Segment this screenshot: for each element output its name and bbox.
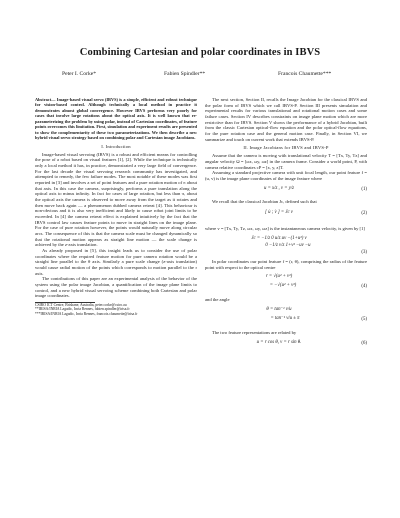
velocity-definition-paragraph: where v = [Tx, Ty, Tz, ωx, ωy, ωz] is the instantaneous camera velocity, is given by [1] <box>205 226 365 232</box>
equation-2 <box>205 206 367 224</box>
intro-paragraph-2: As already proposed in [5], this insight leads us to consider the use of polar coordinates where the required feature motion for pure camera rotation would be a straight line parallel to the θ axis. Similarly a pure scale change (z-axis translation) would cause radial motion of the points which corresponds to motion parallel to the r axis. <box>35 247 197 276</box>
equation-3-row-2: 0 −1/z v/z 1+v² −uv −u <box>265 243 311 248</box>
equation-5-row-2: = tan⁻¹ v/u ± π <box>270 315 300 321</box>
equation-5-number: (5) <box>361 316 367 322</box>
intro-paragraph-1: Image-based visual servoing (IBVS) is a robust and efficient means for controlling the pose of a robot based on visual features [1], [2]. While the technique is technically only a local method it has, in practice, demonstrated a very large field of convergence. For the last decade the visual servoing research community has investigated, and attempted to remedy, the few failure modes. The most notable of these modes was first reported in [3] and involves a set of point features and a pure rotation motion of π about that axis. In this case the camera, surprisingly, performs a pure translation along the optical axis to minus infinity. In fact for cases of large rotation, but less than π, about the optical axis the camera is observed to move away from the target as it rotates and then move back again — a phenomenon dubbed camera retreat [4]. This behaviour is non-obvious and it is also very inefficient and likely to cause robot joint limits to be exceeded. In [4] the camera retreat effect is explained intuitively by the fact that the IBVS control law causes feature points to move in straight lines on the image plane. For the case of pure rotation however, the points would naturally move along circular arcs. The consequence of this is that the camera scale must be changed dynamically so that the rotational motion appears as straight line motion — the scale change is achieved by the z-axis translation. <box>35 151 197 248</box>
equation-4-row-2: = −√(u² + v²) <box>269 283 297 289</box>
equation-6-body: u = r cos θ, v = r sin θ. <box>256 339 302 345</box>
author-list <box>0 71 400 81</box>
equation-3 <box>205 234 367 257</box>
section-heading-introduction: I. Introduction <box>101 143 131 149</box>
polar-paragraph: In polar coordinates our point feature f = (r, θ), comprising the radius of the feature point with respect to the optical centre <box>205 259 367 270</box>
author-spindler: Fabien Spindler** <box>164 71 206 77</box>
author-corke: Peter I. Corke* <box>62 71 97 77</box>
author-chaumette: Francois Chaumette*** <box>278 71 332 77</box>
equation-4 <box>205 272 367 295</box>
equation-1 <box>205 184 367 197</box>
equation-1-number: (1) <box>361 186 367 192</box>
outline-paragraph: The next section, Section II, recalls the Image Jacobian for the classical IBVS and the polar form of IBVS which we call IBVS-P. Section III presents simulation and experimental results for various translational and rotational motion cases and some failure cases. Section IV describes constraints on image plane motion which are more restrictive than for IBVS. Section V shows the performance of a hybrid Jacobian, built from the classic Cartesian optical-flow equation and the polar optical-flow equations, for the pure rotation case and the general motion case. Finally, in Section VI, we summarize and touch on current work that extends IBVS-P. <box>205 97 367 142</box>
angle-paragraph: and the angle <box>205 297 230 303</box>
equation-3-row-1: Jc = −1/z 0 u/z uv −(1+u²) v <box>251 236 307 241</box>
relation-paragraph: The two feature representations are related by <box>212 329 297 335</box>
right-column <box>205 97 367 353</box>
footnote-spindler: **IRISA/INRIA Lagadic, Inria Rennes, fabien.spindler@irisa.fr <box>35 307 130 312</box>
equation-3-number: (3) <box>361 250 367 255</box>
footnote-chaumette: ***IRISA/INRIA Lagadic, Inria Rennes, francois.chaumette@irisa.fr <box>35 312 138 317</box>
equation-2-body: [ u̇ ; v̇ ] = Jc v <box>265 210 293 216</box>
equation-5 <box>205 305 367 328</box>
jacobian-intro-paragraph: We recall that the classical Jacobian Jc, defined such that <box>212 198 317 204</box>
left-column <box>35 97 197 317</box>
equation-4-number: (4) <box>361 284 367 290</box>
intro-paragraph-3: The contributions of this paper are an experimental analysis of the behavior of the system using the polar image Jacobian, a quantification of the image plane limits to control, and a new hybrid visual servoing scheme combining both Cartesian and polar image coordinates. <box>35 276 197 299</box>
section-heading-image-jacobians: II. Image Jacobians for IBVS and IBVS-P <box>243 145 329 151</box>
projection-paragraph: Assuming a standard projective camera with unit focal length, our point feature f = (u, v) is the image plane coordinates of the image feature where <box>205 170 367 182</box>
velocity-paragraph: Assume that the camera is moving with translational velocity T = [Tx, Ty, Tz] and angular velocity Ω = [ωx, ωy, ωz] in the camera frame. Consider a world point, P, with camera relative coordinates cP = [x, y, z]T. <box>205 153 367 170</box>
footnote-csiro: CSIRO ICT Centre, Brisbane, Australia, peter.corke@csiro.au <box>35 302 127 307</box>
equation-6-number: (6) <box>361 340 367 346</box>
equation-5-row-1: θ = tan⁻¹ v/u <box>266 306 292 312</box>
paper-title: Combining Cartesian and polar coordinates in IBVS <box>79 47 321 58</box>
abstract: Abstract— Image-based visual servo (IBVS) is a simple, efficient and robust technique for vision-based control. Although technically a local method in practice it demonstrates almost global convergence. However IBVS performs very poorly for cases that involve large rotations about the optical axis. It is well known that re-parameterizing the problem by using polar, instead of Cartesian coordinates, of feature points overcomes this limitation. First, simulation and experiment results are presented to show the complementarity of these two parameterizations. We then describe a new hybrid visual servo strategy based on combining polar and Cartesian image Jacobians. <box>35 97 197 141</box>
equation-6 <box>205 338 367 351</box>
equation-4-row-1: r = √(u² + v²) <box>265 274 293 280</box>
equation-2-number: (2) <box>361 211 367 217</box>
equation-1-body: u = x/z , v = y/z <box>263 185 295 191</box>
